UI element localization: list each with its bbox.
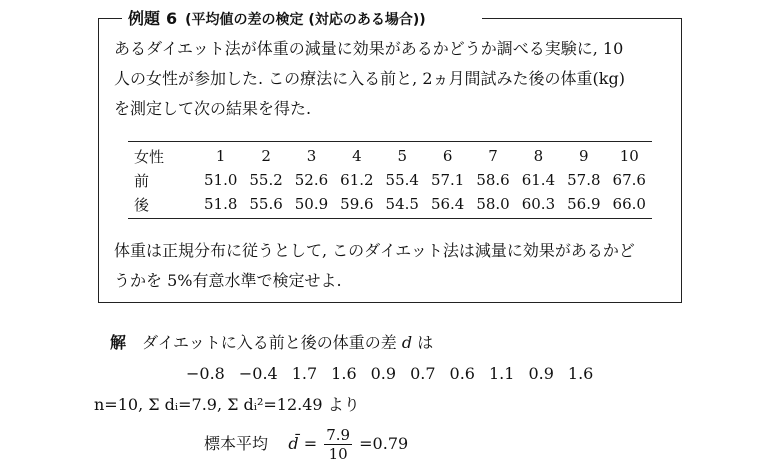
difference-value: −0.8 — [186, 364, 225, 383]
table-row-subject — [128, 144, 652, 168]
before-cell: 51.0 — [203, 171, 238, 189]
sample-mean-label: 標本平均 — [204, 434, 269, 453]
fraction-denominator: 10 — [328, 445, 348, 463]
after-cell: 58.0 — [476, 195, 510, 213]
before-cell: 61.4 — [521, 171, 556, 189]
example-subtitle: (平均値の差の検定 (対応のある場合)) — [185, 12, 426, 28]
table-bottom-rule — [128, 218, 652, 219]
example-number: 6 — [166, 9, 178, 28]
before-cell: 57.1 — [430, 171, 465, 189]
difference-value: 0.6 — [449, 364, 475, 383]
question-line-1: 体重は正規分布に従うとして, このダイエット法は減量に効果があるかど — [114, 241, 635, 260]
intro-line-2: 人の女性が参加した. この療法に入る前と, 2ヵ月間試みた後の体重(kg) — [114, 69, 625, 88]
after-cell: 59.6 — [340, 195, 374, 213]
stats-line: n=10, Σ dᵢ=7.9, Σ dᵢ²=12.49 より — [94, 395, 360, 414]
fraction-numerator: 7.9 — [326, 426, 351, 444]
intro-line-1: あるダイエット法が体重の減量に効果があるかどうか調べる実験に, 10 — [114, 39, 624, 58]
subject-cell: 3 — [306, 147, 317, 165]
after-cell: 51.8 — [203, 195, 238, 213]
difference-value: 0.7 — [410, 364, 436, 383]
after-cell: 66.0 — [612, 195, 646, 213]
question-paragraph — [114, 236, 674, 296]
after-cell: 60.3 — [521, 195, 556, 213]
after-cell: 56.4 — [430, 195, 465, 213]
after-cell: 54.5 — [385, 195, 419, 213]
difference-value: 1.6 — [567, 364, 594, 383]
table-top-rule — [128, 141, 652, 142]
after-header: 後 — [134, 195, 150, 214]
after-cell: 55.6 — [249, 195, 283, 213]
example-label: 例題 — [128, 9, 161, 28]
subject-cell: 1 — [215, 147, 226, 165]
example-box-top-rule-right — [482, 18, 681, 19]
before-cell: 55.4 — [385, 171, 419, 189]
intro-paragraph — [114, 34, 674, 124]
sample-mean-symbol: d̄ = — [288, 434, 318, 453]
difference-value: 1.6 — [331, 364, 357, 383]
differences-list — [186, 364, 607, 383]
before-cell: 58.6 — [476, 171, 510, 189]
solution-label: 解 — [110, 333, 127, 352]
subject-header: 女性 — [134, 147, 165, 166]
variable-d: d — [401, 333, 413, 352]
subject-cell: 7 — [488, 147, 498, 165]
subject-cell: 8 — [533, 147, 544, 165]
solution-intro — [110, 330, 433, 353]
example-title — [128, 6, 426, 29]
solution-intro-tail: は — [417, 333, 434, 352]
after-cell: 50.9 — [294, 195, 329, 213]
subject-cell: 6 — [442, 147, 453, 165]
before-cell: 61.2 — [340, 171, 374, 189]
difference-value: 1.1 — [488, 364, 515, 383]
difference-value: 1.7 — [291, 364, 318, 383]
before-cell: 52.6 — [294, 171, 329, 189]
sample-mean-line — [204, 426, 408, 463]
sample-mean-fraction — [324, 426, 352, 463]
before-cell: 57.8 — [567, 171, 601, 189]
difference-value: 0.9 — [528, 364, 554, 383]
subject-cell: 9 — [579, 147, 589, 165]
example-box-top-rule-left — [98, 18, 122, 19]
subject-cell: 10 — [619, 147, 639, 165]
before-header: 前 — [134, 171, 150, 190]
table-row-before — [128, 168, 652, 192]
before-cell: 67.6 — [612, 171, 646, 189]
table-row-after — [128, 192, 652, 216]
weight-table — [128, 144, 652, 216]
question-line-2: うかを 5%有意水準で検定せよ. — [114, 271, 342, 290]
after-cell: 56.9 — [567, 195, 601, 213]
difference-value: −0.4 — [238, 364, 278, 383]
intro-line-3: を測定して次の結果を得た. — [114, 99, 312, 118]
sample-mean-result: =0.79 — [359, 434, 409, 453]
subject-cell: 5 — [397, 147, 408, 165]
subject-cell: 2 — [261, 147, 271, 165]
subject-cell: 4 — [352, 147, 362, 165]
difference-value: 0.9 — [370, 364, 397, 383]
solution-intro-text: ダイエットに入る前と後の体重の差 — [142, 333, 397, 352]
before-cell: 55.2 — [249, 171, 283, 189]
